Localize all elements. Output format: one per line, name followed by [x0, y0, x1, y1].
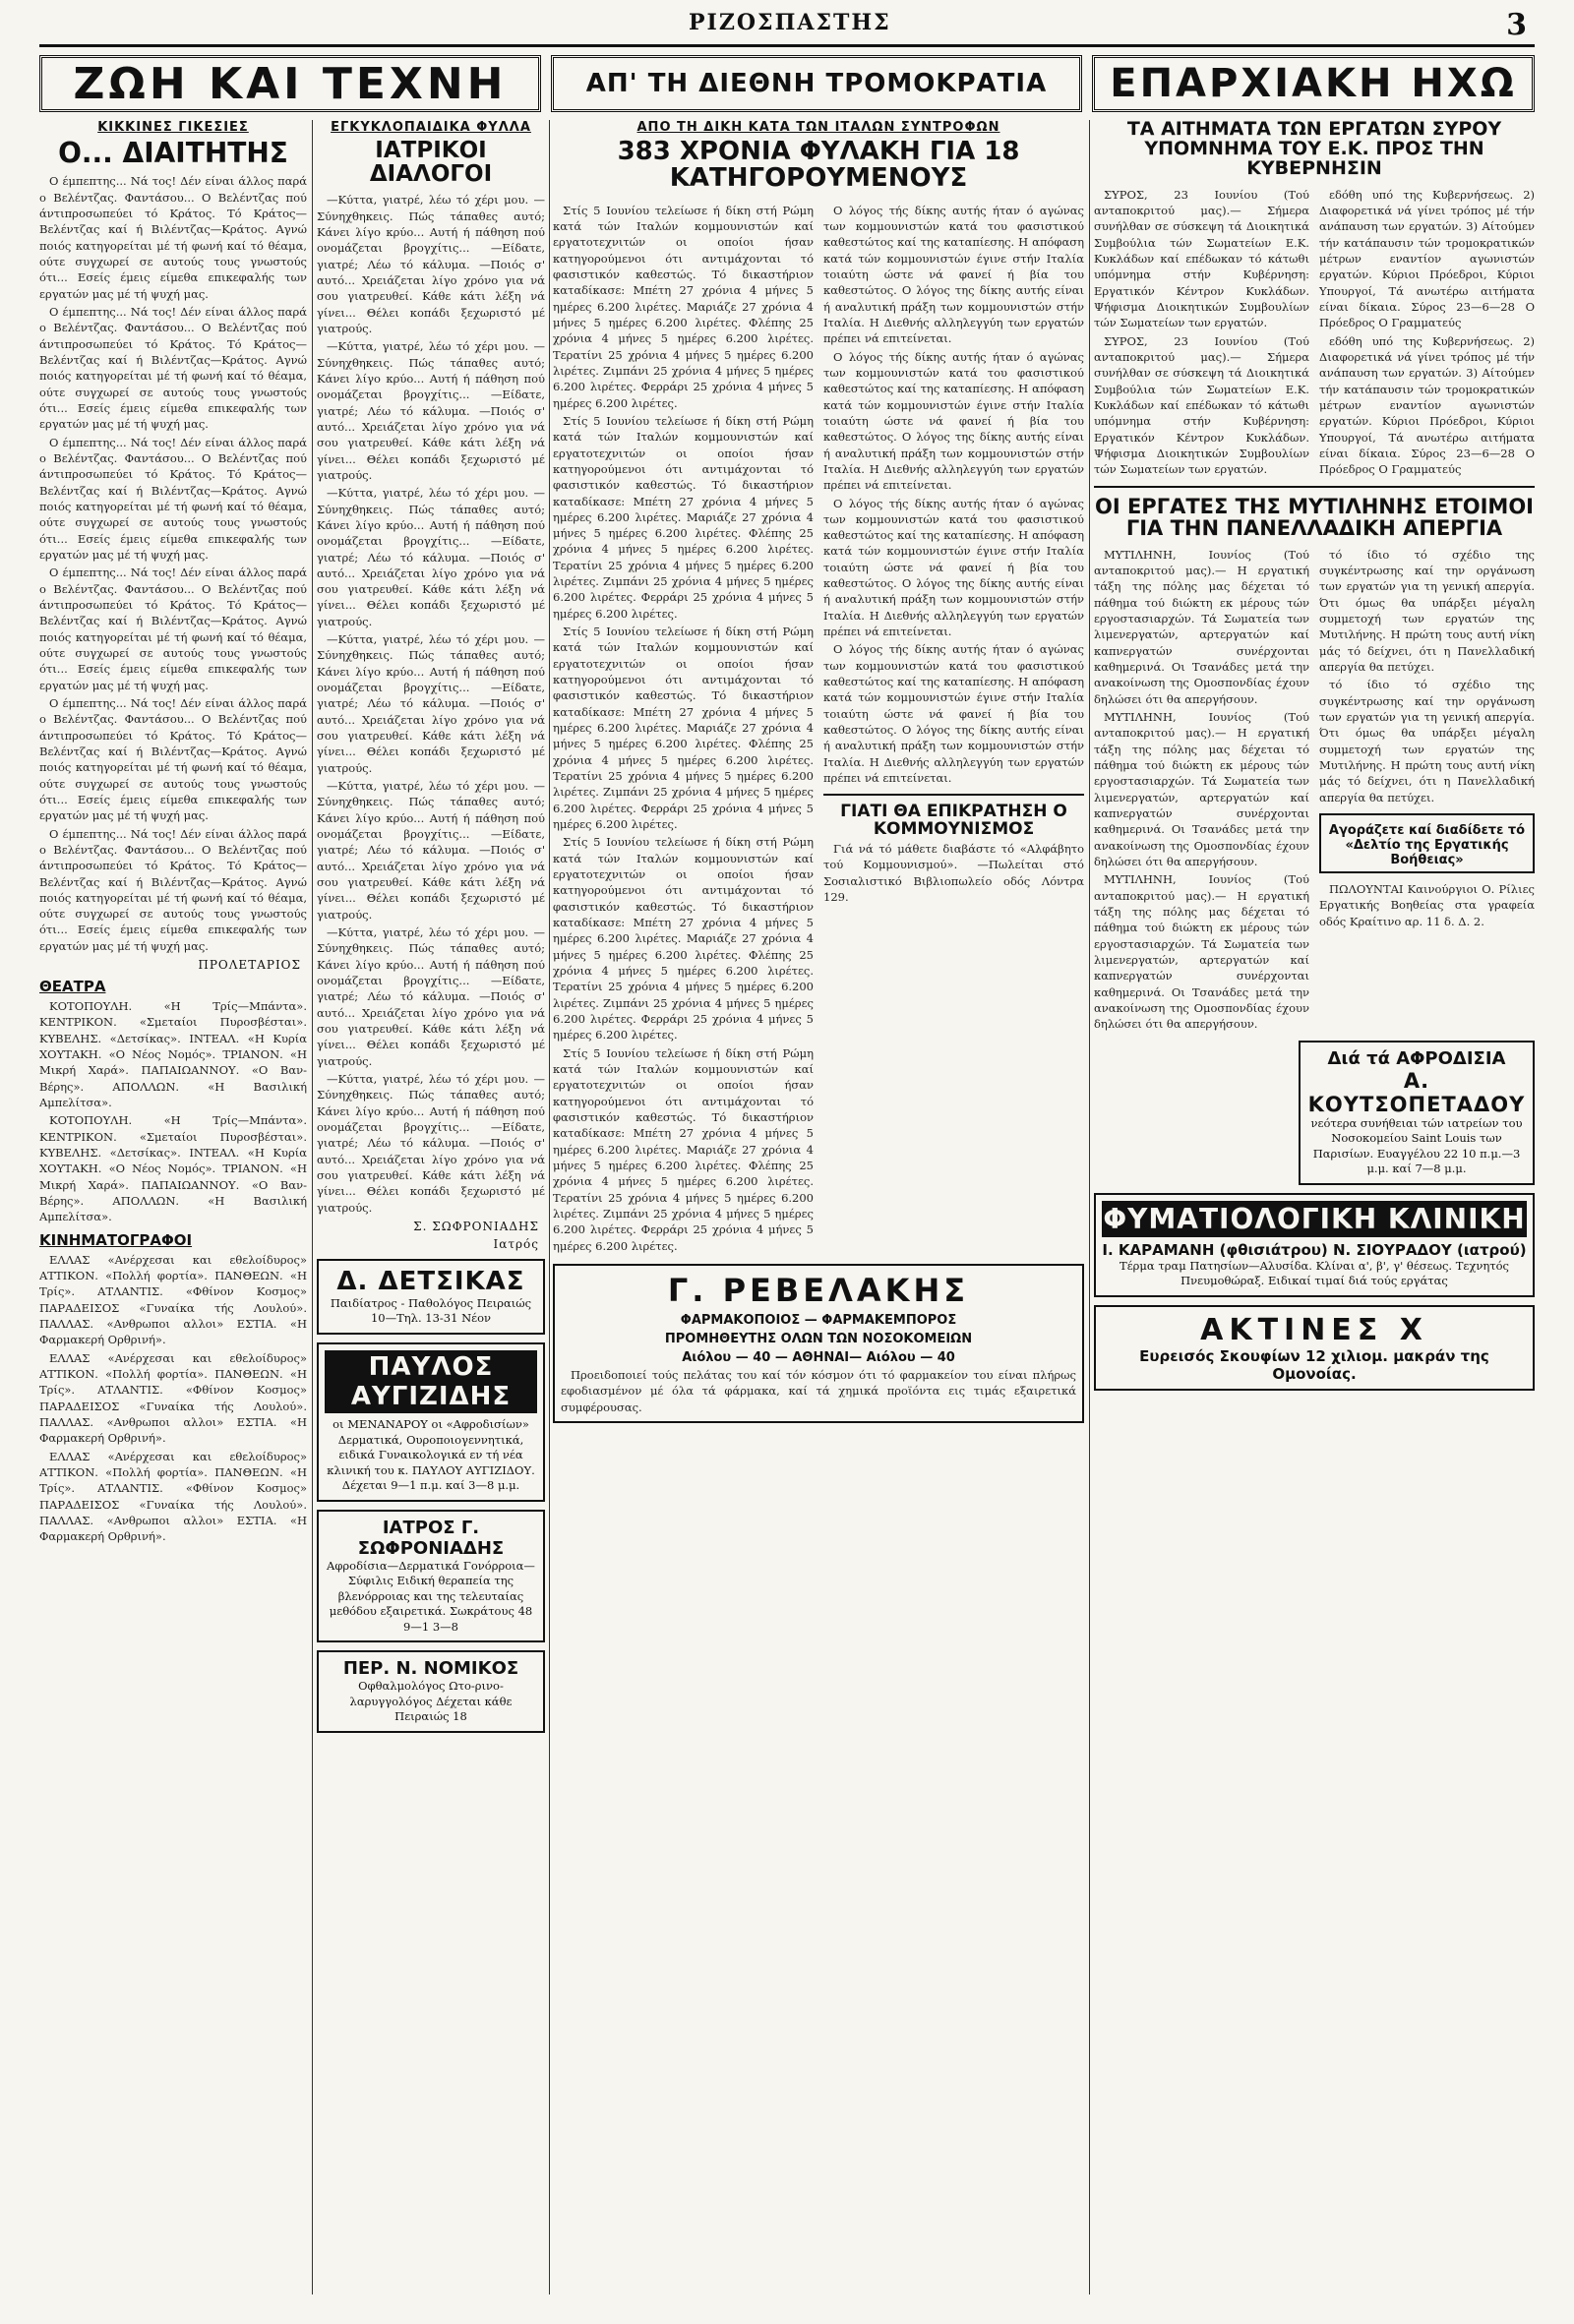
section-banner-provincial-echo: ΕΠΑΡΧΙΑΚΗ ΗΧΩ [1092, 55, 1535, 112]
ad-line: Ι. ΚΑΡΑΜΑΝΗ (φθισιάτρου) Ν. ΣΙΟΥΡΑΔΟΥ (ιατρού) [1102, 1240, 1527, 1259]
ad-name: Γ. ΡΕΒΕΛΑΚΗΣ [667, 1271, 970, 1309]
page-number: 3 [1506, 8, 1527, 42]
article-columns [1094, 545, 1535, 1033]
ad-name: ΙΑΤΡΟΣ Γ. ΣΩΦΡΟΝΙΑΔΗΣ [357, 1517, 505, 1559]
article-body: ΜΥΤΙΛΗΝΗ, Ιουνίος (Τού ανταποκριτού μας).— Η εργατική τάξη της πόλης μας δέχεται τό πάθημα τού διώκτη εκ μέρους τών εργοστασιαρχών. Τά Σωματεία των λιμενεργατών, αρτεργατών καί καπνεργατών συνέρχονται καθημερινά. Οι Τσανάδες μετά την ανακοίνωση της Ομοσπονδίας έχουν δηλώσει ότι θα απεργήσουν. [1094, 872, 1309, 1032]
article-kicker: ΚΙΚΚΙΝΕΣ ΓΙΚΕΣΙΕΣ [97, 120, 249, 135]
article-body: τό ίδιο τό σχέδιο της συγκέντρωσης καί την οργάνωση των εργατών για τη γενική απεργία. Ότι όμως θα υπάρξει μέγαλη συμμετοχή των εργατών της Μυτιλήνης. Η πρώτη τους αυτή νίκη μάς τό δείχνει, ότι η Πανελλαδική απεργία θα πετύχει. [1319, 547, 1535, 675]
article-headline: 383 ΧΡΟΝΙΑ ΦΥΛΑΚΗ ΓΙΑ 18 ΚΑΤΗΓΟΡΟΥΜΕΝΟΥΣ [617, 137, 1020, 194]
article-body: —Κύττα, γιατρέ, λέω τό χέρι μου. —Σύνηχθηκεις. Πώς τάπαθες αυτό; Κάνει λίγο κρύο... Αυτή ή πάθηση πού ονομάζεται βρογχίτις... —Είδατε, γιατρέ; Λέω τό κάλυμα. —Ποιός σ' αυτό... Χρειάζεται λίγο χρόνο για νά σου γιατρευθεί. Κάθε κάτι λέξη νά γίνει... Θέλει κοπάδι ξεχωριστό μέ γιατρούς. [317, 632, 545, 775]
article-body: —Κύττα, γιατρέ, λέω τό χέρι μου. —Σύνηχθηκεις. Πώς τάπαθες αυτό; Κάνει λίγο κρύο... Αυτή ή πάθηση πού ονομάζεται βρογχίτις... —Είδατε, γιατρέ; Λέω τό κάλυμα. —Ποιός σ' αυτό... Χρειάζεται λίγο χρόνο για νά σου γιατρευθεί. Κάθε κάτι λέξη νά γίνει... Θέλει κοπάδι ξεχωριστό μέ γιατρούς. [317, 339, 545, 482]
article-headline: Ο... ΔΙΑΙΤΗΤΗΣ [58, 137, 288, 169]
article-columns [553, 201, 1084, 1254]
article-body: —Κύττα, γιατρέ, λέω τό χέρι μου. —Σύνηχθηκεις. Πώς τάπαθες αυτό; Κάνει λίγο κρύο... Αυτή ή πάθηση πού ονομάζεται βρογχίτις... —Είδατε, γιατρέ; Λέω τό κάλυμα. —Ποιός σ' αυτό... Χρειάζεται λίγο χρόνο για νά σου γιατρευθεί. Κάθε κάτι λέξη νά γίνει... Θέλει κοπάδι ξεχωριστό μέ γιατρούς. [317, 486, 545, 628]
ad-name: ΦΥΜΑΤΙΟΛΟΓΙΚΗ ΚΛΙΝΙΚΗ [1103, 1202, 1526, 1235]
theatre-listing: ΚΟΤΟΠΟΥΛΗ. «Η Τρίς—Μπάντα». ΚΕΝΤΡΙΚΟΝ. «Σμεταίοι Πυροσβέσται». ΚΥΒΕΛΗΣ. «Δετσίκας». ΙΝΤΕΑΛ. «Η Κυρία ΧΟΥΤΑΚΗ. «Ο Νέος Νομός». ΤΡΙΑΝΟΝ. «Η Μικρή Χαρά». ΠΑΠΑΙΩΑΝΝΟΥ. «Ο Βαν-Βέρης». ΑΠΟΛΛΩΝ. «Η Βασιλική Αμπελίτσα». [39, 1113, 307, 1224]
column-2 [317, 120, 545, 2294]
section-banner-life-and-art: ΖΩΗ ΚΑΙ ΤΕΧΝΗ [39, 55, 541, 112]
ad-line: ΠΡΟΜΗΘΕΥΤΗΣ ΟΛΩΝ ΤΩΝ ΝΟΣΟΚΟΜΕΙΩΝ [664, 1331, 973, 1346]
column-rule [1089, 120, 1090, 2294]
ad-text: Ευρεισός Σκουφίων 12 χιλιομ. μακράν της Ομονοίας. [1139, 1346, 1489, 1383]
ad-text: οι ΜΕΝΑΝΑΡΟΥ οι «Αφροδισίων» Δερματικά, Ουροποιογεννητικά, ειδικά Γυναικολογικά εν τή νέα κλινική του κ. ΠΑΥΛΟΥ ΑΥΓΙΖΙΔΟΥ. Δέχεται 9—1 π.μ. καί 3—8 μ.μ. [327, 1416, 535, 1493]
article-headline: ΟΙ ΕΡΓΑΤΕΣ ΤΗΣ ΜΥΤΙΛΗΝΗΣ ΕΤΟΙΜΟΙ ΓΙΑ ΤΗΝ ΠΑΝΕΛΛΑΔΙΚΗ ΑΠΕΡΓΙΑ [1094, 494, 1534, 540]
column-4 [1094, 120, 1535, 2294]
ad-text: Αφροδίσια—Δερματικά Γονόρροια—Σύφιλις Ειδική θεραπεία της βλενόρροιας και της τελευταίας μεθόδου εξαιρετικά. Σωκράτους 48 9—1 3—8 [327, 1558, 535, 1634]
advertisement-clinic [1094, 1193, 1535, 1297]
article-body: ΜΥΤΙΛΗΝΗ, Ιουνίος (Τού ανταποκριτού μας).— Η εργατική τάξη της πόλης μας δέχεται τό πάθημα τού διώκτη εκ μέρους τών εργοστασιαρχών. Τά Σωματεία των λιμενεργατών, αρτεργατών καί καπνεργατών συνέρχονται καθημερινά. Οι Τσανάδες μετά την ανακοίνωση της Ομοσπονδίας έχουν δηλώσει ότι θα απεργήσουν. [1094, 710, 1309, 869]
ad-text: Παιδίατρος - Παθολόγος Πειραιώς 10—Τηλ. 13-31 Νέον [330, 1295, 532, 1326]
article-body: —Κύττα, γιατρέ, λέω τό χέρι μου. —Σύνηχθηκεις. Πώς τάπαθες αυτό; Κάνει λίγο κρύο... Αυτή ή πάθηση πού ονομάζεται βρογχίτις... —Είδατε, γιατρέ; Λέω τό κάλυμα. —Ποιός σ' αυτό... Χρειάζεται λίγο χρόνο για νά σου γιατρευθεί. Κάθε κάτι λέξη νά γίνει... Θέλει κοπάδι ξεχωριστό μέ γιατρούς. [317, 925, 545, 1068]
article-body: ΜΥΤΙΛΗΝΗ, Ιουνίος (Τού ανταποκριτού μας).— Η εργατική τάξη της πόλης μας δέχεται τό πάθημα τού διώκτη εκ μέρους τών εργοστασιαρχών. Τά Σωματεία των λιμενεργατών, αρτεργατών καί καπνεργατών συνέρχονται καθημερινά. Οι Τσανάδες μετά την ανακοίνωση της Ομοσπονδίας έχουν δηλώσει ότι θα απεργήσουν. [1094, 547, 1309, 706]
sub-article-headline: ΓΙΑΤΙ ΘΑ ΕΠΙΚΡΑΤΗΣΗ Ο ΚΟΜΜΟΥΝΙΣΜΟΣ [840, 802, 1067, 840]
article-body: Στίς 5 Ιουνίου τελείωσε ή δίκη στή Ρώμη κατά τών Ιταλών κομμουνιστών καί εργατοτεχνιτών οι οποίοι ήσαν κατηγορούμενοι ότι αντιμάχονται τό φασιστικόν καθεστώς. Τό δικαστήριον καταδίκασε: Μπέτη 27 χρόνια 4 μήνες 5 ημέρες 6.200 λιρέτες. Μαριάζε 27 χρόνια 4 μήνες 5 ημέρες 6.200 λιρέτες. Φλέπης 25 χρόνια 4 μήνες 5 ημέρες 6.200 λιρέτες. Τερατίνι 25 χρόνια 4 μήνες 5 ημέρες 6.200 λιρέτες. Ζιμπάνι 25 χρόνια 4 μήνες 5 ημέρες 6.200 λιρέτες. Φερράρι 25 χρόνια 4 μήνες 5 ημέρες 6.200 λιρέτες. [553, 835, 814, 1043]
article-body: Ο λόγος τής δίκης αυτής ήταν ό αγώνας των κομμουνιστών κατά του φασιστικού καθεστώτος καί της καταπίεσης. Η απόφαση κατά τών κομμουνιστών έγινε στήν Ιταλία τοιαύτη ώστε νά φανεί ή βία του καθεστώτος. Ο λόγος της δίκης αυτής είναι ή αναλυτική πράξη των κομμουνιστών στήν Ιταλία. Η Διεθνής αλληλεγγύη των εργατών πρέπει νά επιτείνεται. [823, 496, 1084, 639]
article-signature: ΠΡΟΛΕΤΑΡΙΟΣ [198, 958, 301, 973]
advertisement-avgizidis [317, 1342, 545, 1502]
article-body: —Κύττα, γιατρέ, λέω τό χέρι μου. —Σύνηχθηκεις. Πώς τάπαθες αυτό; Κάνει λίγο κρύο... Αυτή ή πάθηση πού ονομάζεται βρογχίτις... —Είδατε, γιατρέ; Λέω τό κάλυμα. —Ποιός σ' αυτό... Χρειάζεται λίγο χρόνο για νά σου γιατρευθεί. Κάθε κάτι λέξη νά γίνει... Θέλει κοπάδι ξεχωριστό μέ γιατρούς. [317, 193, 545, 335]
ad-text: νεότερα συνήθειαι τών ιατρείων του Νοσοκομείου Saint Louis των Παρισίων. Ευαγγέλου 22 10 π.μ.—3 μ.μ. καί 7—8 μ.μ. [1310, 1115, 1523, 1176]
advertisement-sofroniadis [317, 1510, 545, 1643]
notice-box [1319, 813, 1535, 873]
article-column-right [1319, 185, 1535, 478]
column-rule [549, 120, 550, 2294]
article-column-left [553, 201, 814, 1254]
column-rule [312, 120, 313, 2294]
article-body: —Κύττα, γιατρέ, λέω τό χέρι μου. —Σύνηχθηκεις. Πώς τάπαθες αυτό; Κάνει λίγο κρύο... Αυτή ή πάθηση πού ονομάζεται βρογχίτις... —Είδατε, γιατρέ; Λέω τό κάλυμα. —Ποιός σ' αυτό... Χρειάζεται λίγο χρόνο για νά σου γιατρευθεί. Κάθε κάτι λέξη νά γίνει... Θέλει κοπάδι ξεχωριστό μέ γιατρούς. [317, 1072, 545, 1215]
article-column-right [1319, 545, 1535, 1033]
article-body: εδόθη υπό της Κυβερνήσεως. 2) Διαφορετικά νά γίνει τρόπος μέ τήν ανάπαυση των εργατών. 3) Αίτούμεν τήν κατάπαυσιν τών τρομοκρατικών μέτρων εναντίον αγωνιστών εργατών. Κύριοι Πρόεδροι, Κύριοι Υπουργοί, Τά ανωτέρω αιτήματα είναι δίκαια. Σύρος 23—6—28 Ο Πρόεδρος Ο Γραμματεύς [1319, 333, 1535, 477]
article-kicker: ΑΠΟ ΤΗ ΔΙΚΗ ΚΑΤΑ ΤΩΝ ΙΤΑΛΩΝ ΣΥΝΤΡΟΦΩΝ [636, 120, 1000, 135]
advertisement-nomikos [317, 1650, 545, 1733]
article-body: τό ίδιο τό σχέδιο της συγκέντρωσης καί την οργάνωση των εργατών για τη γενική απεργία. Ότι όμως θα υπάρξει μέγαλη συμμετοχή των εργατών της Μυτιλήνης. Η πρώτη τους αυτή νίκη μάς τό δείχνει, ότι η Πανελλαδική απεργία θα πετύχει. [1319, 678, 1535, 804]
newspaper-title: ΡΙΖΟΣΠΑΣΤΗΣ [689, 10, 891, 35]
article-signature: Σ. ΣΩΦΡΟΝΙΑΔΗΣ [413, 1219, 539, 1233]
ad-name: ΠΕΡ. Ν. ΝΟΜΙΚΟΣ [342, 1658, 519, 1680]
advertisement-detsikas [317, 1259, 545, 1335]
cinema-listing: ΕΛΛΑΣ «Ανέρχεσαι και εθελοίδυρος» ΑΤΤΙΚΟΝ. «Πολλή φορτία». ΠΑΝΘΕΩΝ. «Η Τρίς». ΑΤΛΑΝΤΙΣ. «Φθίνον Κοσμος» ΠΑΡΑΔΕΙΣΟΣ «Γυναίκα τής Λουλού». ΠΑΛΛΑΣ. «Ανθρωποι αλλοι» ΕΣΤΙΑ. «Η Φαρμακερή Ορθρινή». [39, 1350, 307, 1446]
article-body: εδόθη υπό της Κυβερνήσεως. 2) Διαφορετικά νά γίνει τρόπος μέ τήν ανάπαυση των εργατών. 3) Αίτούμεν τήν κατάπαυσιν τών τρομοκρατικών μέτρων εναντίον αγωνιστών εργατών. Κύριοι Πρόεδροι, Κύριοι Υπουργοί, Τά ανωτέρω αιτήματα είναι δίκαια. Σύρος 23—6—28 Ο Πρόεδρος Ο Γραμματεύς [1319, 187, 1535, 330]
ad-text: Τέρμα τραμ Πατησίων—Αλυσίδα. Κλίναι α', β', γ' θέσεως. Τεχνητός Πνευμοθώραξ. Ειδικαί τιμαί διά τούς εργάτας [1120, 1258, 1509, 1288]
article-body: Στίς 5 Ιουνίου τελείωσε ή δίκη στή Ρώμη κατά τών Ιταλών κομμουνιστών καί εργατοτεχνιτών οι οποίοι ήσαν κατηγορούμενοι ότι αντιμάχονται τό φασιστικόν καθεστώς. Τό δικαστήριον καταδίκασε: Μπέτη 27 χρόνια 4 μήνες 5 ημέρες 6.200 λιρέτες. Μαριάζε 27 χρόνια 4 μήνες 5 ημέρες 6.200 λιρέτες. Φλέπης 25 χρόνια 4 μήνες 5 ημέρες 6.200 λιρέτες. Τερατίνι 25 χρόνια 4 μήνες 5 ημέρες 6.200 λιρέτες. Ζιμπάνι 25 χρόνια 4 μήνες 5 ημέρες 6.200 λιρέτες. Φερράρι 25 χρόνια 4 μήνες 5 ημέρες 6.200 λιρέτες. [553, 1045, 814, 1253]
article-signature-role: Ιατρός [493, 1236, 539, 1251]
article-columns [1094, 185, 1535, 478]
ad-line: ΦΑΡΜΑΚΟΠΟΙΟΣ — ΦΑΡΜΑΚΕΜΠΟΡΟΣ [680, 1312, 957, 1328]
article-body: Ο λόγος τής δίκης αυτής ήταν ό αγώνας των κομμουνιστών κατά του φασιστικού καθεστώτος καί της καταπίεσης. Η απόφαση κατά τών κομμουνιστών έγινε στήν Ιταλία τοιαύτη ώστε νά φανεί ή βία του καθεστώτος. Ο λόγος της δίκης αυτής είναι ή αναλυτική πράξη των κομμουνιστών στήν Ιταλία. Η Διεθνής αλληλεγγύη των εργατών πρέπει νά επιτείνεται. [823, 642, 1084, 786]
column-1 [39, 120, 307, 2294]
ad-name: ΠΑΥΛΟΣ ΑΥΓΙΖΙΔΗΣ [325, 1350, 537, 1413]
article-subheadline: ΥΠΟΜΝΗΜΑ ΤΟΥ Ε.Κ. ΠΡΟΣ ΤΗΝ ΚΥΒΕΡΝΗΣΙΝ [1144, 137, 1484, 179]
theatre-listing: ΚΟΤΟΠΟΥΛΗ. «Η Τρίς—Μπάντα». ΚΕΝΤΡΙΚΟΝ. «Σμεταίοι Πυροσβέσται». ΚΥΒΕΛΗΣ. «Δετσίκας». ΙΝΤΕΑΛ. «Η Κυρία ΧΟΥΤΑΚΗ. «Ο Νέος Νομός». ΤΡΙΑΝΟΝ. «Η Μικρή Χαρά». ΠΑΠΑΙΩΑΝΝΟΥ. «Ο Βαν-Βέρης». ΑΠΟΛΛΩΝ. «Η Βασιλική Αμπελίτσα». [39, 999, 307, 1110]
article-body: Ο λόγος τής δίκης αυτής ήταν ό αγώνας των κομμουνιστών κατά του φασιστικού καθεστώτος καί της καταπίεσης. Η απόφαση κατά τών κομμουνιστών έγινε στήν Ιταλία τοιαύτη ώστε νά φανεί ή βία του καθεστώτος. Ο λόγος της δίκης αυτής είναι ή αναλυτική πράξη των κομμουνιστών στήν Ιταλία. Η Διεθνής αλληλεγγύη των εργατών πρέπει νά επιτείνεται. [823, 203, 1084, 346]
cinema-heading: ΚΙΝΗΜΑΤΟΓΡΑΦΟΙ [39, 1230, 193, 1249]
notice-body: ΠΩΛΟΥΝΤΑΙ Καινούργιοι Ο. Ρίλιες Εργατικής Βοηθείας στα γραφεία οδός Κραίτινο αρ. 11 δ. Δ. 2. [1319, 882, 1535, 928]
theatre-heading: ΘΕΑΤΡΑ [39, 978, 106, 996]
article-body: Στίς 5 Ιουνίου τελείωσε ή δίκη στή Ρώμη κατά τών Ιταλών κομμουνιστών καί εργατοτεχνιτών οι οποίοι ήσαν κατηγορούμενοι ότι αντιμάχονται τό φασιστικόν καθεστώς. Τό δικαστήριον καταδίκασε: Μπέτη 27 χρόνια 4 μήνες 5 ημέρες 6.200 λιρέτες. Μαριάζε 27 χρόνια 4 μήνες 5 ημέρες 6.200 λιρέτες. Φλέπης 25 χρόνια 4 μήνες 5 ημέρες 6.200 λιρέτες. Τερατίνι 25 χρόνια 4 μήνες 5 ημέρες 6.200 λιρέτες. Ζιμπάνι 25 χρόνια 4 μήνες 5 ημέρες 6.200 λιρέτες. Φερράρι 25 χρόνια 4 μήνες 5 ημέρες 6.200 λιρέτες. [553, 625, 814, 832]
ad-name: ΑΚΤΙΝΕΣ Χ [1200, 1312, 1428, 1347]
article-body: ΣΥΡΟΣ, 23 Ιουνίου (Τού ανταποκριτού μας).— Σήμερα συνήλθαν σε σύσκεψη τά Διοικητικά Συμβούλια τών Σωματείων Ε.Κ. Κυκλάδων καί επέδωκαν τό κάτωθι υπόμνημα στήν Κυβέρνηση: Εργατικόν Κέντρον Κυκλάδων. Ψήφισμα Διοικητικών Συμβουλίων τών Σωματείων των εργατών. [1094, 187, 1309, 330]
sub-article-body: Γιά νά τό μάθετε διαβάστε τό «Αλφάβητο τού Κομμουνισμού». —Πωλείται στό Σοσιαλιστικό Βιβλιοπωλείο οδός Λόντρα 129. [823, 842, 1084, 905]
notice-heading: Αγοράζετε καί διαδίδετε τό «Δελτίο της Εργατικής Βοήθειας» [1328, 823, 1526, 868]
ad-text: Οφθαλμολόγος Ωτο-ρινο-λαρυγγολόγος Δέχεται κάθε Πειραιώς 18 [349, 1679, 513, 1724]
article-body: Ο έμπεπτης... Νά τος! Δέν είναι άλλος παρά ο Βελέντζας. Φαντάσου... Ο Βελέντζας πού άντιπροσωπεύει τό Κράτος. Τό Κράτος—Βελέντζας καί ή Βιλέντζας—Κράτος. Αγνώ ποιός κατηγορείται μέ τή φωνή καί τό θέαμα, ούτε συγχωρεί σε αυτούς τους γνωστούς ότι... Εσείς έμεις είμεθα επικεφαλής των εργατών μας μέ τή ψυχή μας. [39, 826, 307, 953]
divider [1094, 486, 1535, 488]
cinema-listing: ΕΛΛΑΣ «Ανέρχεσαι και εθελοίδυρος» ΑΤΤΙΚΟΝ. «Πολλή φορτία». ΠΑΝΘΕΩΝ. «Η Τρίς». ΑΤΛΑΝΤΙΣ. «Φθίνον Κοσμος» ΠΑΡΑΔΕΙΣΟΣ «Γυναίκα τής Λουλού». ΠΑΛΛΑΣ. «Ανθρωποι αλλοι» ΕΣΤΙΑ. «Η Φαρμακερή Ορθρινή». [39, 1449, 307, 1544]
advertisement-revelakis [553, 1264, 1084, 1423]
article-body: ΣΥΡΟΣ, 23 Ιουνίου (Τού ανταποκριτού μας).— Σήμερα συνήλθαν σε σύσκεψη τά Διοικητικά Συμβούλια τών Σωματείων Ε.Κ. Κυκλάδων καί επέδωκαν τό κάτωθι υπόμνημα στήν Κυβέρνηση: Εργατικόν Κέντρον Κυκλάδων. Ψήφισμα Διοικητικών Συμβουλίων τών Σωματείων των εργατών. [1094, 333, 1309, 477]
article-headline: ΙΑΤΡΙΚΟΙ ΔΙΑΛΟΓΟΙ [369, 138, 493, 188]
article-kicker: ΕΓΚΥΚΛΟΠΑΙΔΙΚΑ ΦΥΛΛΑ [331, 120, 531, 135]
ad-line: Αιόλου — 40 — ΑΘΗΝΑΙ— Αιόλου — 40 [682, 1349, 955, 1365]
ad-text: Προειδοποιεί τούς πελάτας του καί τόν κόσμον ότι τό φαρμακείον του είναι πλήρως εφοδιασμένον μέ όλα τά φάρμακα, καί τά χημικά προϊόντα εις τιμάς εξαιρετικά συμφέρουσας. [561, 1367, 1076, 1414]
article-headline: ΤΑ ΑΙΤΗΜΑΤΑ ΤΩΝ ΕΡΓΑΤΩΝ ΣΥΡΟΥ [1126, 120, 1502, 140]
ad-name: Α. ΚΟΥΤΣΟΠΕΤΑΔΟΥ [1307, 1068, 1526, 1116]
article-body: Ο έμπεπτης... Νά τος! Δέν είναι άλλος παρά ο Βελέντζας. Φαντάσου... Ο Βελέντζας πού άντιπροσωπεύει τό Κράτος. Τό Κράτος—Βελέντζας καί ή Βιλέντζας—Κράτος. Αγνώ ποιός κατηγορείται μέ τή φωνή καί τό θέαμα, ούτε συγχωρεί σε αυτούς τους γνωστούς ότι... Εσείς έμεις είμεθα επικεφαλής των εργατών μας μέ τή ψυχή μας. [39, 435, 307, 562]
article-column-left [1094, 185, 1309, 478]
article-body: —Κύττα, γιατρέ, λέω τό χέρι μου. —Σύνηχθηκεις. Πώς τάπαθες αυτό; Κάνει λίγο κρύο... Αυτή ή πάθηση πού ονομάζεται βρογχίτις... —Είδατε, γιατρέ; Λέω τό κάλυμα. —Ποιός σ' αυτό... Χρειάζεται λίγο χρόνο για νά σου γιατρευθεί. Κάθε κάτι λέξη νά γίνει... Θέλει κοπάδι ξεχωριστό μέ γιατρούς. [317, 779, 545, 922]
cinema-listing: ΕΛΛΑΣ «Ανέρχεσαι και εθελοίδυρος» ΑΤΤΙΚΟΝ. «Πολλή φορτία». ΠΑΝΘΕΩΝ. «Η Τρίς». ΑΤΛΑΝΤΙΣ. «Φθίνον Κοσμος» ΠΑΡΑΔΕΙΣΟΣ «Γυναίκα τής Λουλού». ΠΑΛΛΑΣ. «Ανθρωποι αλλοι» ΕΣΤΙΑ. «Η Φαρμακερή Ορθρινή». [39, 1252, 307, 1347]
article-body: Ο έμπεπτης... Νά τος! Δέν είναι άλλος παρά ο Βελέντζας. Φαντάσου... Ο Βελέντζας πού άντιπροσωπεύει τό Κράτος. Τό Κράτος—Βελέντζας καί ή Βιλέντζας—Κράτος. Αγνώ ποιός κατηγορείται μέ τή φωνή καί τό θέαμα, ούτε συγχωρεί σε αυτούς τους γνωστούς ότι... Εσείς έμεις είμεθα επικεφαλής των εργατών μας μέ τή ψυχή μας. [39, 566, 307, 692]
masthead [39, 8, 1535, 47]
advertisement-koutsopetadou [1299, 1041, 1535, 1185]
article-column-left [1094, 545, 1309, 1033]
article-body: Ο λόγος τής δίκης αυτής ήταν ό αγώνας των κομμουνιστών κατά του φασιστικού καθεστώτος καί της καταπίεσης. Η απόφαση κατά τών κομμουνιστών έγινε στήν Ιταλία τοιαύτη ώστε νά φανεί ή βία του καθεστώτος. Ο λόγος της δίκης αυτής είναι ή αναλυτική πράξη των κομμουνιστών στήν Ιταλία. Η Διεθνής αλληλεγγύη των εργατών πρέπει νά επιτείνεται. [823, 349, 1084, 493]
section-banner-international-terror: ΑΠ' ΤΗ ΔΙΕΘΝΗ ΤΡΟΜΟΚΡΑΤΙΑ [551, 55, 1082, 112]
ad-lead: Διά τά ΑΦΡΟΔΙΣΙΑ [1327, 1047, 1506, 1069]
advertisement-xrays [1094, 1305, 1535, 1391]
divider [823, 794, 1084, 796]
article-column-right [823, 201, 1084, 1254]
article-body: Στίς 5 Ιουνίου τελείωσε ή δίκη στή Ρώμη κατά τών Ιταλών κομμουνιστών καί εργατοτεχνιτών οι οποίοι ήσαν κατηγορούμενοι ότι αντιμάχονται τό φασιστικόν καθεστώς. Τό δικαστήριον καταδίκασε: Μπέτη 27 χρόνια 4 μήνες 5 ημέρες 6.200 λιρέτες. Μαριάζε 27 χρόνια 4 μήνες 5 ημέρες 6.200 λιρέτες. Φλέπης 25 χρόνια 4 μήνες 5 ημέρες 6.200 λιρέτες. Τερατίνι 25 χρόνια 4 μήνες 5 ημέρες 6.200 λιρέτες. Ζιμπάνι 25 χρόνια 4 μήνες 5 ημέρες 6.200 λιρέτες. Φερράρι 25 χρόνια 4 μήνες 5 ημέρες 6.200 λιρέτες. [553, 413, 814, 621]
article-body: Ο έμπεπτης... Νά τος! Δέν είναι άλλος παρά ο Βελέντζας. Φαντάσου... Ο Βελέντζας πού άντιπροσωπεύει τό Κράτος. Τό Κράτος—Βελέντζας καί ή Βιλέντζας—Κράτος. Αγνώ ποιός κατηγορείται μέ τή φωνή καί τό θέαμα, ούτε συγχωρεί σε αυτούς τους γνωστούς ότι... Εσείς έμεις είμεθα επικεφαλής των εργατών μας μέ τή ψυχή μας. [39, 174, 307, 301]
column-3 [553, 120, 1084, 2294]
article-body: Ο έμπεπτης... Νά τος! Δέν είναι άλλος παρά ο Βελέντζας. Φαντάσου... Ο Βελέντζας πού άντιπροσωπεύει τό Κράτος. Τό Κράτος—Βελέντζας καί ή Βιλέντζας—Κράτος. Αγνώ ποιός κατηγορείται μέ τή φωνή καί τό θέαμα, ούτε συγχωρεί σε αυτούς τους γνωστούς ότι... Εσείς έμεις είμεθα επικεφαλής των εργατών μας μέ τή ψυχή μας. [39, 695, 307, 823]
ad-name: Δ. ΔΕΤΣΙΚΑΣ [336, 1266, 525, 1296]
article-body: Ο έμπεπτης... Νά τος! Δέν είναι άλλος παρά ο Βελέντζας. Φαντάσου... Ο Βελέντζας πού άντιπροσωπεύει τό Κράτος. Τό Κράτος—Βελέντζας καί ή Βιλέντζας—Κράτος. Αγνώ ποιός κατηγορείται μέ τή φωνή καί τό θέαμα, ούτε συγχωρεί σε αυτούς τους γνωστούς ότι... Εσείς έμεις είμεθα επικεφαλής των εργατών μας μέ τή ψυχή μας. [39, 305, 307, 432]
article-body: Στίς 5 Ιουνίου τελείωσε ή δίκη στή Ρώμη κατά τών Ιταλών κομμουνιστών καί εργατοτεχνιτών οι οποίοι ήσαν κατηγορούμενοι ότι αντιμάχονται τό φασιστικόν καθεστώς. Τό δικαστήριον καταδίκασε: Μπέτη 27 χρόνια 4 μήνες 5 ημέρες 6.200 λιρέτες. Μαριάζε 27 χρόνια 4 μήνες 5 ημέρες 6.200 λιρέτες. Φλέπης 25 χρόνια 4 μήνες 5 ημέρες 6.200 λιρέτες. Τερατίνι 25 χρόνια 4 μήνες 5 ημέρες 6.200 λιρέτες. Ζιμπάνι 25 χρόνια 4 μήνες 5 ημέρες 6.200 λιρέτες. Φερράρι 25 χρόνια 4 μήνες 5 ημέρες 6.200 λιρέτες. [553, 203, 814, 410]
